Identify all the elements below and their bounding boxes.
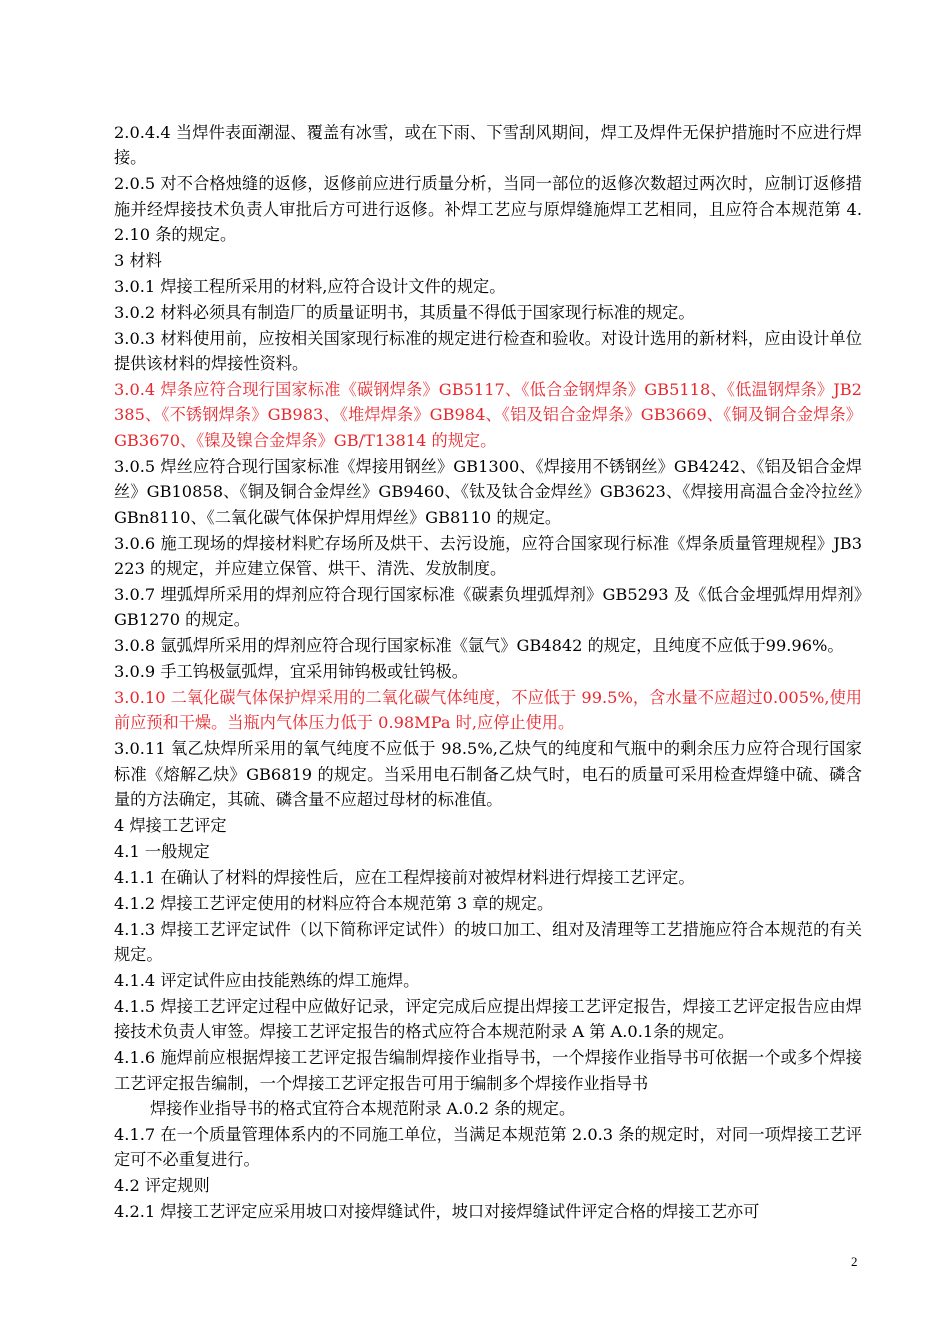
page-body: [114, 120, 862, 1225]
section-heading-3: 3 材料: [114, 251, 162, 271]
paragraph-4-1-1: 4.1.1 在确认了材料的焊接性后，应在工程焊接前对被焊材料进行焊接工艺评定。: [114, 867, 695, 887]
paragraph-2-0-4-4: 2.0.4.4 当焊件表面潮湿、覆盖有冰雪，或在下雨、下雪刮风期间，焊工及焊件无保护措施时不应进行焊接。: [114, 123, 862, 168]
paragraph-4-1-7: 4.1.7 在一个质量管理体系内的不同施工单位，当满足本规范第 2.0.3 条的规定时，对同一项焊接工艺评定可不必重复进行。: [114, 1124, 862, 1170]
paragraph-4-2-1: 4.2.1 焊接工艺评定应采用坡口对接焊缝试件，坡口对接焊缝试件评定合格的焊接工艺亦可: [114, 1202, 760, 1222]
paragraph-4-1-4: 4.1.4 评定试件应由技能熟练的焊工施焊。: [114, 970, 420, 990]
paragraph-3-0-11: 3.0.11 氧乙炔焊所采用的氧气纯度不应低于 98.5%,乙炔气的纯度和气瓶中的剩余压力应符合现行国家标准《熔解乙炔》GB6819 的规定。当采用电石制备乙炔气时，电石的质量可采用检查焊缝中硫、磷含量的方法确定，其硫、磷含量不应超过母材的标准值。: [114, 739, 862, 810]
page-number: 2: [851, 1254, 858, 1269]
paragraph-2-0-5: 2.0.5 对不合格烛缝的返修，返修前应进行质量分析，当同一部位的返修次数超过两次时，应制订返修措施并经焊接技术负责人审批后方可进行返修。补焊工艺应与原焊缝施焊工艺相同，且应符合本规范第 4.2.10 条的规定。: [114, 174, 862, 245]
paragraph-3-0-3: 3.0.3 材料使用前，应按相关国家现行标准的规定进行检查和验收。对设计选用的新材料，应由设计单位提供该材料的焊接性资料。: [114, 328, 862, 374]
paragraph-3-0-8: 3.0.8 氩弧焊所采用的焊剂应符合现行国家标准《氩气》GB4842 的规定，且纯度不应低于99.96%。: [114, 636, 844, 656]
subsection-heading-4-2: 4.2 评定规则: [114, 1176, 210, 1196]
section-heading-4: 4 焊接工艺评定: [114, 815, 227, 835]
paragraph-3-0-4-highlighted: 3.0.4 焊条应符合现行国家标准《碳钢焊条》GB5117、《低合金钢焊条》GB5118、《低温钢焊条》JB2385、《不锈钢焊条》GB983、《堆焊焊条》GB984、《铝及铝合金焊条》GB3669、《铜及铜合金焊条》GB3670、《镍及镍合金焊条》GB/T13814 的规定。: [114, 380, 862, 450]
paragraph-3-0-5: 3.0.5 焊丝应符合现行国家标准《焊接用钢丝》GB1300、《焊接用不锈钢丝》GB4242、《铝及铝合金焊丝》GB10858、《铜及铜合金焊丝》GB9460、《钛及钛合金焊丝》GB3623、《焊接用高温合金冷拉丝》GBn8110、《二氧化碳气体保护焊用焊丝》GB8110 的规定。: [114, 456, 862, 527]
paragraph-4-1-6: [114, 1045, 862, 1121]
paragraph-3-0-9: 3.0.9 手工钨极氩弧焊，宜采用铈钨极或钍钨极。: [114, 662, 468, 682]
paragraph-4-1-6-continuation: 焊接作业指导书的格式宜符合本规范附录 A.0.2 条的规定。: [150, 1098, 576, 1118]
paragraph-3-0-10-highlighted: 3.0.10 二氧化碳气体保护焊采用的二氧化碳气体纯度，不应低于 99.5%，含水量不应超过0.005%,使用前应预和干燥。当瓶内气体压力低于 0.98MPa 时,应停止使用。: [114, 687, 862, 733]
paragraph-3-0-7: 3.0.7 埋弧焊所采用的焊剂应符合现行国家标准《碳素负埋弧焊剂》GB5293 及《低合金埋弧焊用焊剂》GB1270 的规定。: [114, 584, 862, 630]
subsection-heading-4-1: 4.1 一般规定: [114, 841, 210, 861]
paragraph-3-0-1: 3.0.1 焊接工程所采用的材料,应符合设计文件的规定。: [114, 276, 506, 296]
paragraph-3-0-6: 3.0.6 施工现场的焊接材料贮存场所及烘干、去污设施，应符合国家现行标准《焊条质量管理规程》JB3223 的规定，并应建立保管、烘干、清洗、发放制度。: [114, 533, 862, 578]
paragraph-4-1-5: 4.1.5 焊接工艺评定过程中应做好记录，评定完成后应提出焊接工艺评定报告，焊接工艺评定报告应由焊接技术负责人审签。焊接工艺评定报告的格式应符合本规范附录 A 第 A.0.1条的规定。: [114, 996, 862, 1042]
paragraph-4-1-6-text: 4.1.6 施焊前应根据焊接工艺评定报告编制焊接作业指导书，一个焊接作业指导书可依据一个或多个焊接工艺评定报告编制，一个焊接工艺评定报告可用于编制多个焊接作业指导书: [114, 1048, 862, 1093]
paragraph-4-1-2: 4.1.2 焊接工艺评定使用的材料应符合本规范第 3 章的规定。: [114, 893, 554, 913]
paragraph-3-0-2: 3.0.2 材料必须具有制造厂的质量证明书，其质量不得低于国家现行标准的规定。: [114, 302, 695, 322]
paragraph-4-1-3: 4.1.3 焊接工艺评定试件（以下简称评定试件）的坡口加工、组对及清理等工艺措施应符合本规范的有关规定。: [114, 919, 862, 964]
